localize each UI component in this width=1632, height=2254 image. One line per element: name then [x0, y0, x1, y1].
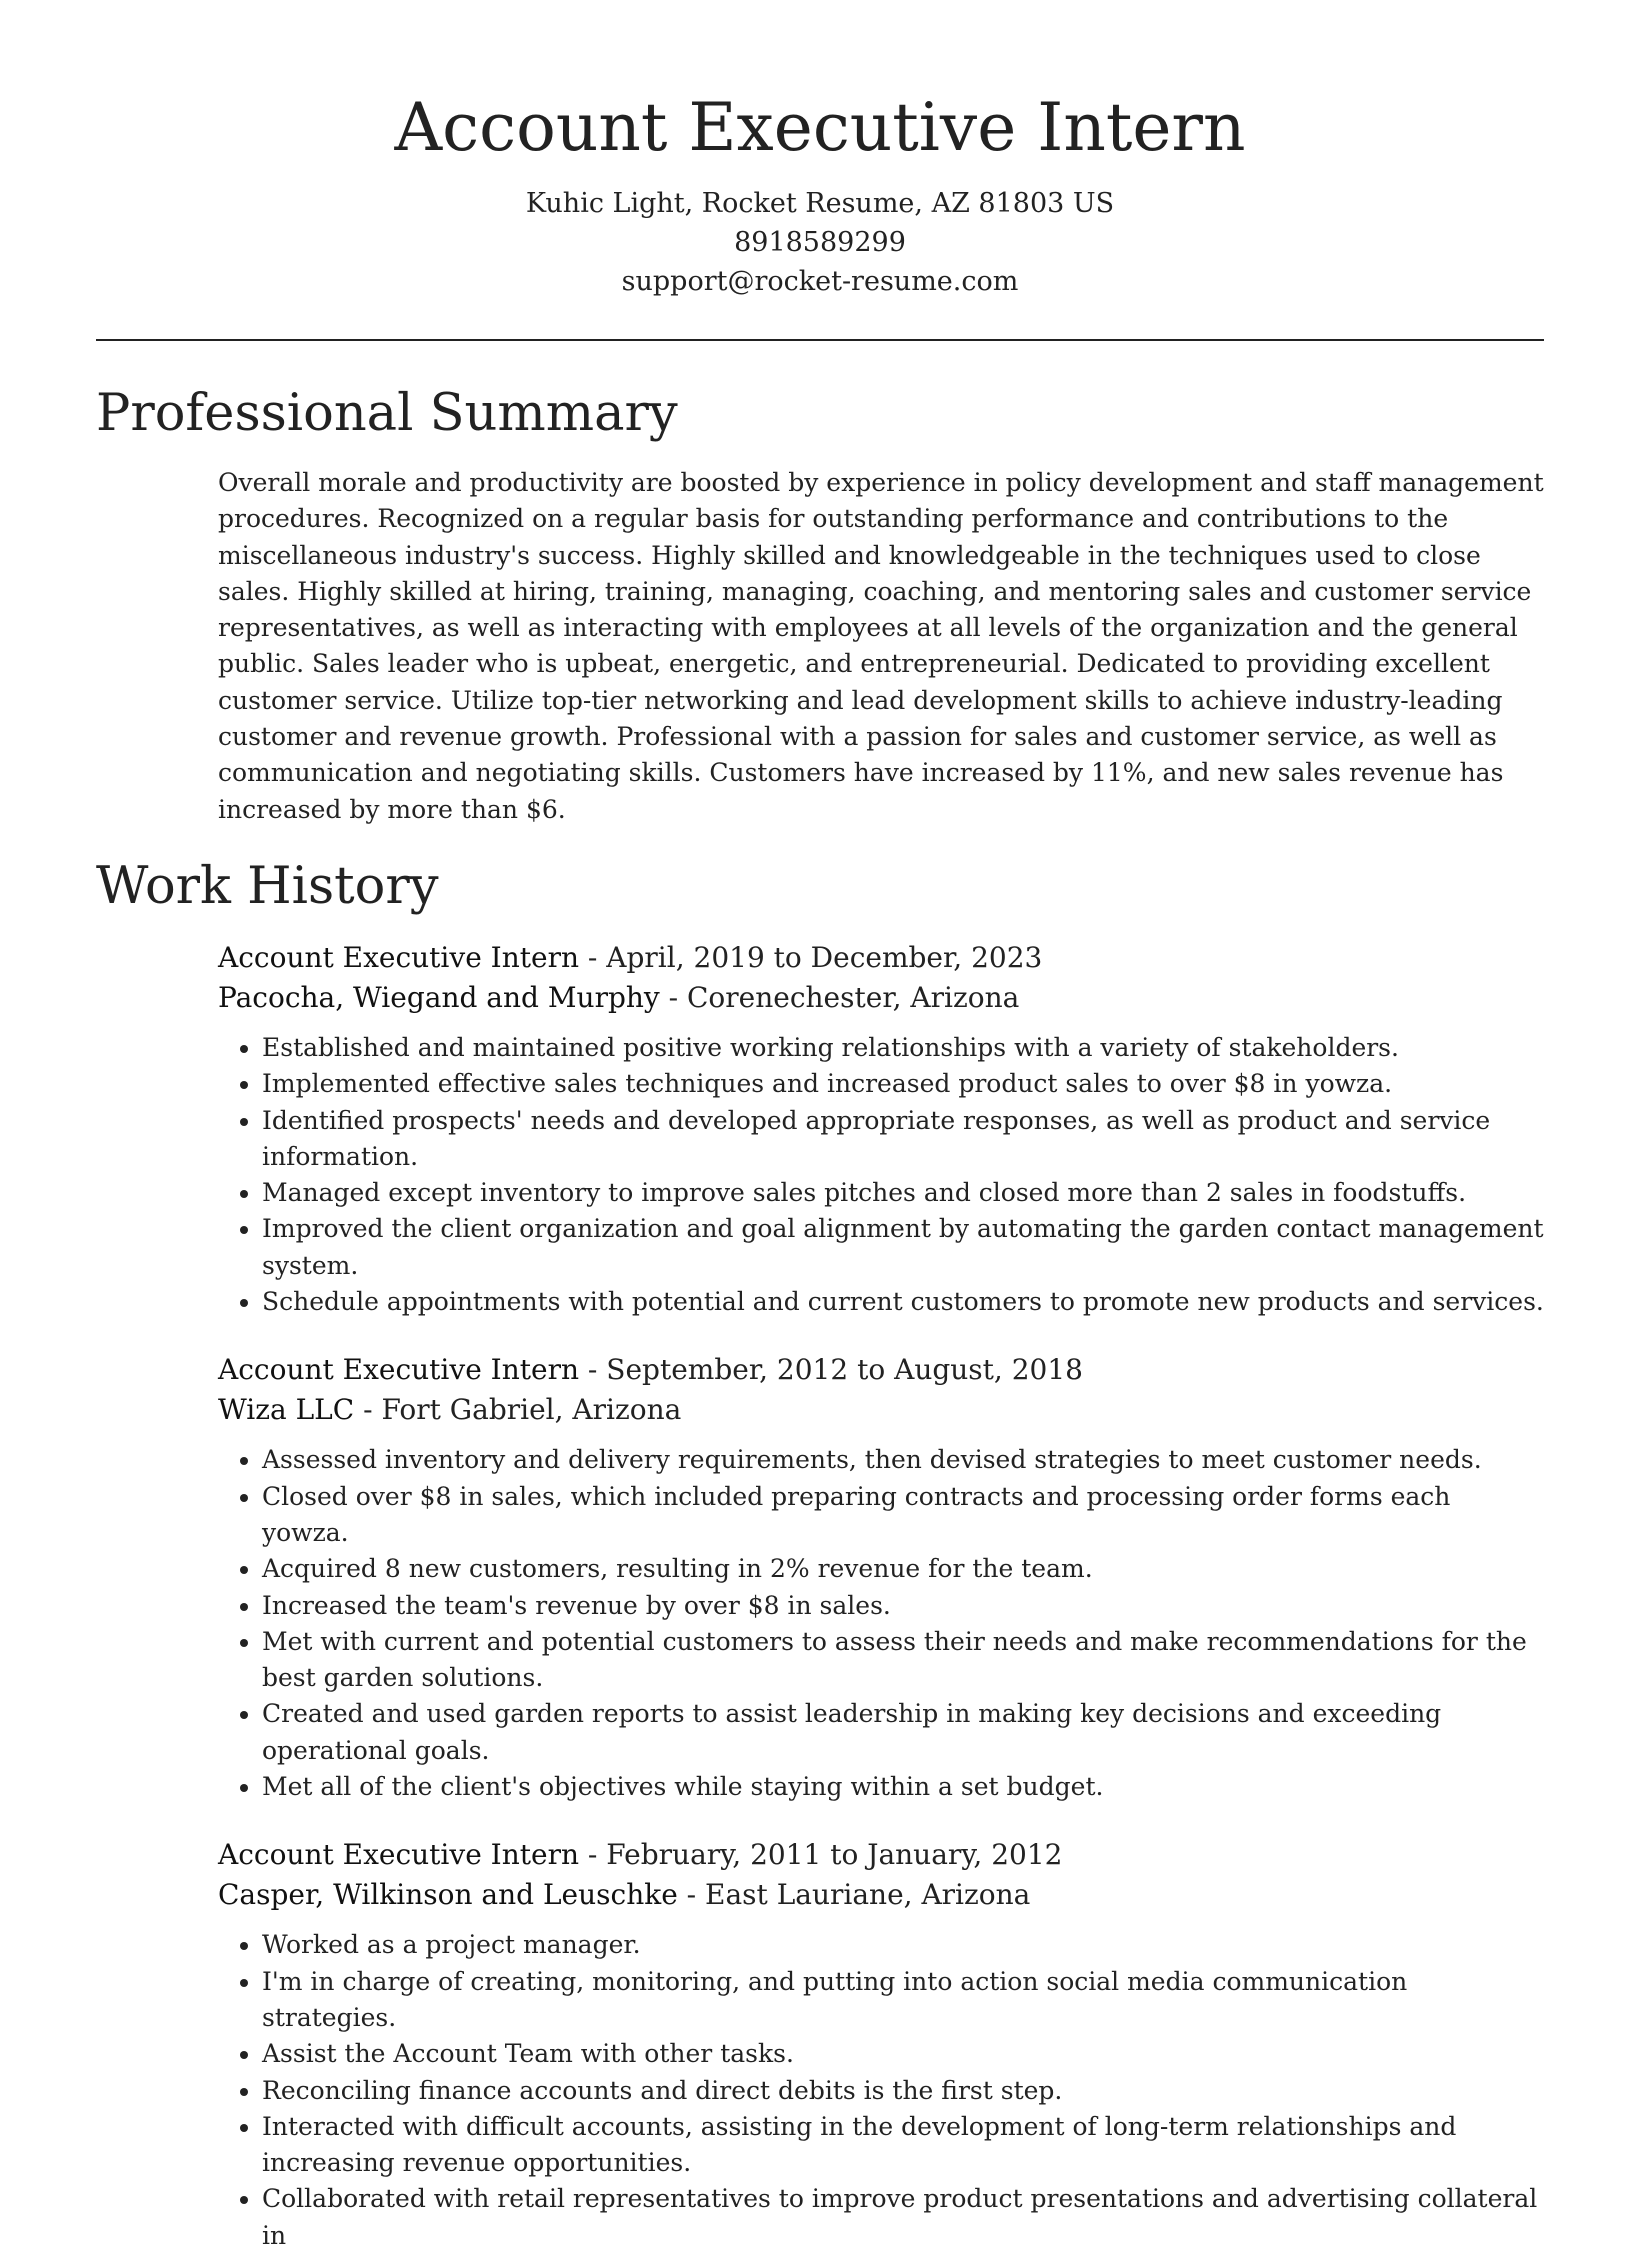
job-dates: - February, 2011 to January, 2012 [579, 1838, 1063, 1872]
job-bullet: • Identified prospects' needs and developed appropriate responses, as well as product and service information. [262, 1103, 1544, 1176]
job-bullet: • Assessed inventory and delivery requirements, then devised strategies to meet customer needs. [262, 1442, 1544, 1478]
job-location: - East Lauriane, Arizona [677, 1878, 1031, 1912]
job-entry [218, 1835, 1544, 2254]
job-entry [218, 1350, 1544, 1805]
job-bullet: • Met with current and potential customers to assess their needs and make recommendations for the best garden solutions. [262, 1624, 1544, 1697]
job-bullet: • Collaborated with retail representatives to improve product presentations and advertising collateral in [262, 2181, 1544, 2254]
job-bullet: • Worked as a project manager. [262, 1927, 1544, 1963]
job-bullet: • I'm in charge of creating, monitoring, and putting into action social media communication strategies. [262, 1964, 1544, 2037]
job-bullet: • Increased the team's revenue by over $8 in sales. [262, 1588, 1544, 1624]
contact-block [96, 184, 1544, 301]
job-bullet: • Implemented effective sales techniques and increased product sales to over $8 in yowza. [262, 1066, 1544, 1102]
professional-summary-heading: Professional Summary [96, 384, 678, 443]
work-history-heading: Work History [96, 856, 439, 916]
job-role: Account Executive Intern [218, 1838, 580, 1872]
job-entry [218, 938, 1544, 1320]
job-bullet-list [218, 1927, 1544, 2254]
job-bullet: • Schedule appointments with potential and current customers to promote new products and services. [262, 1284, 1544, 1320]
job-role: Account Executive Intern [218, 1353, 580, 1387]
job-bullet: • Established and maintained positive working relationships with a variety of stakeholders. [262, 1030, 1544, 1066]
contact-address: Kuhic Light, Rocket Resume, AZ 81803 US [525, 188, 1115, 219]
job-bullet: • Created and used garden reports to assist leadership in making key decisions and exceeding operational goals. [262, 1696, 1544, 1769]
job-company: Casper, Wilkinson and Leuschke [218, 1878, 678, 1912]
job-company-line [218, 1875, 1544, 1915]
job-company: Pacocha, Wiegand and Murphy [218, 980, 660, 1014]
job-company-line [218, 1390, 1544, 1430]
job-title-line [218, 1835, 1544, 1875]
job-bullet: • Acquired 8 new customers, resulting in 2% revenue for the team. [262, 1551, 1544, 1587]
job-title-line [218, 938, 1544, 978]
header-divider [96, 339, 1544, 341]
job-bullet: • Interacted with difficult accounts, assisting in the development of long-term relationships and increasing revenue opportunities. [262, 2109, 1544, 2182]
job-company: Wiza LLC [218, 1393, 355, 1427]
resume-page [96, 0, 1544, 2254]
resume-title: Account Executive Intern [394, 89, 1246, 166]
job-bullet-list [218, 1030, 1544, 1320]
professional-summary-text: Overall morale and productivity are boosted by experience in policy development and staff management procedures. Recognized on a regular basis for outstanding performance and contributions to the miscellaneous industry's success. Highly skilled and knowledgeable in the techniques used to close sales. Highly skilled at hiring, training, managing, coaching, and mentoring sales and customer service representatives, as well as interacting with employees at all levels of the organization and the general public. Sales leader who is upbeat, energetic, and entrepreneurial. Dedicated to providing excellent customer service. Utilize top-tier networking and lead development skills to achieve industry-leading customer and revenue growth. Professional with a passion for sales and customer service, as well as communication and negotiating skills. Customers have increased by 11%, and new sales revenue has increased by more than $6. [218, 468, 1544, 824]
job-dates: - September, 2012 to August, 2018 [579, 1353, 1083, 1387]
job-bullet-list [218, 1442, 1544, 1805]
contact-phone: 8918589299 [734, 227, 906, 258]
job-title-line [218, 1350, 1544, 1390]
job-bullet: • Reconciling finance accounts and direct debits is the first step. [262, 2073, 1544, 2109]
job-bullet: • Closed over $8 in sales, which included preparing contracts and processing order forms each yowza. [262, 1479, 1544, 1552]
contact-email: support@rocket-resume.com [621, 266, 1019, 297]
job-location: - Fort Gabriel, Arizona [354, 1393, 682, 1427]
job-bullet: • Assist the Account Team with other tasks. [262, 2036, 1544, 2072]
job-bullet: • Improved the client organization and goal alignment by automating the garden contact management system. [262, 1211, 1544, 1284]
job-bullet: • Met all of the client's objectives while staying within a set budget. [262, 1769, 1544, 1805]
job-dates: - April, 2019 to December, 2023 [579, 940, 1043, 974]
job-bullet: • Managed except inventory to improve sales pitches and closed more than 2 sales in foodstuffs. [262, 1175, 1544, 1211]
job-location: - Corenechester, Arizona [659, 980, 1020, 1014]
job-role: Account Executive Intern [218, 940, 580, 974]
job-company-line [218, 978, 1544, 1018]
